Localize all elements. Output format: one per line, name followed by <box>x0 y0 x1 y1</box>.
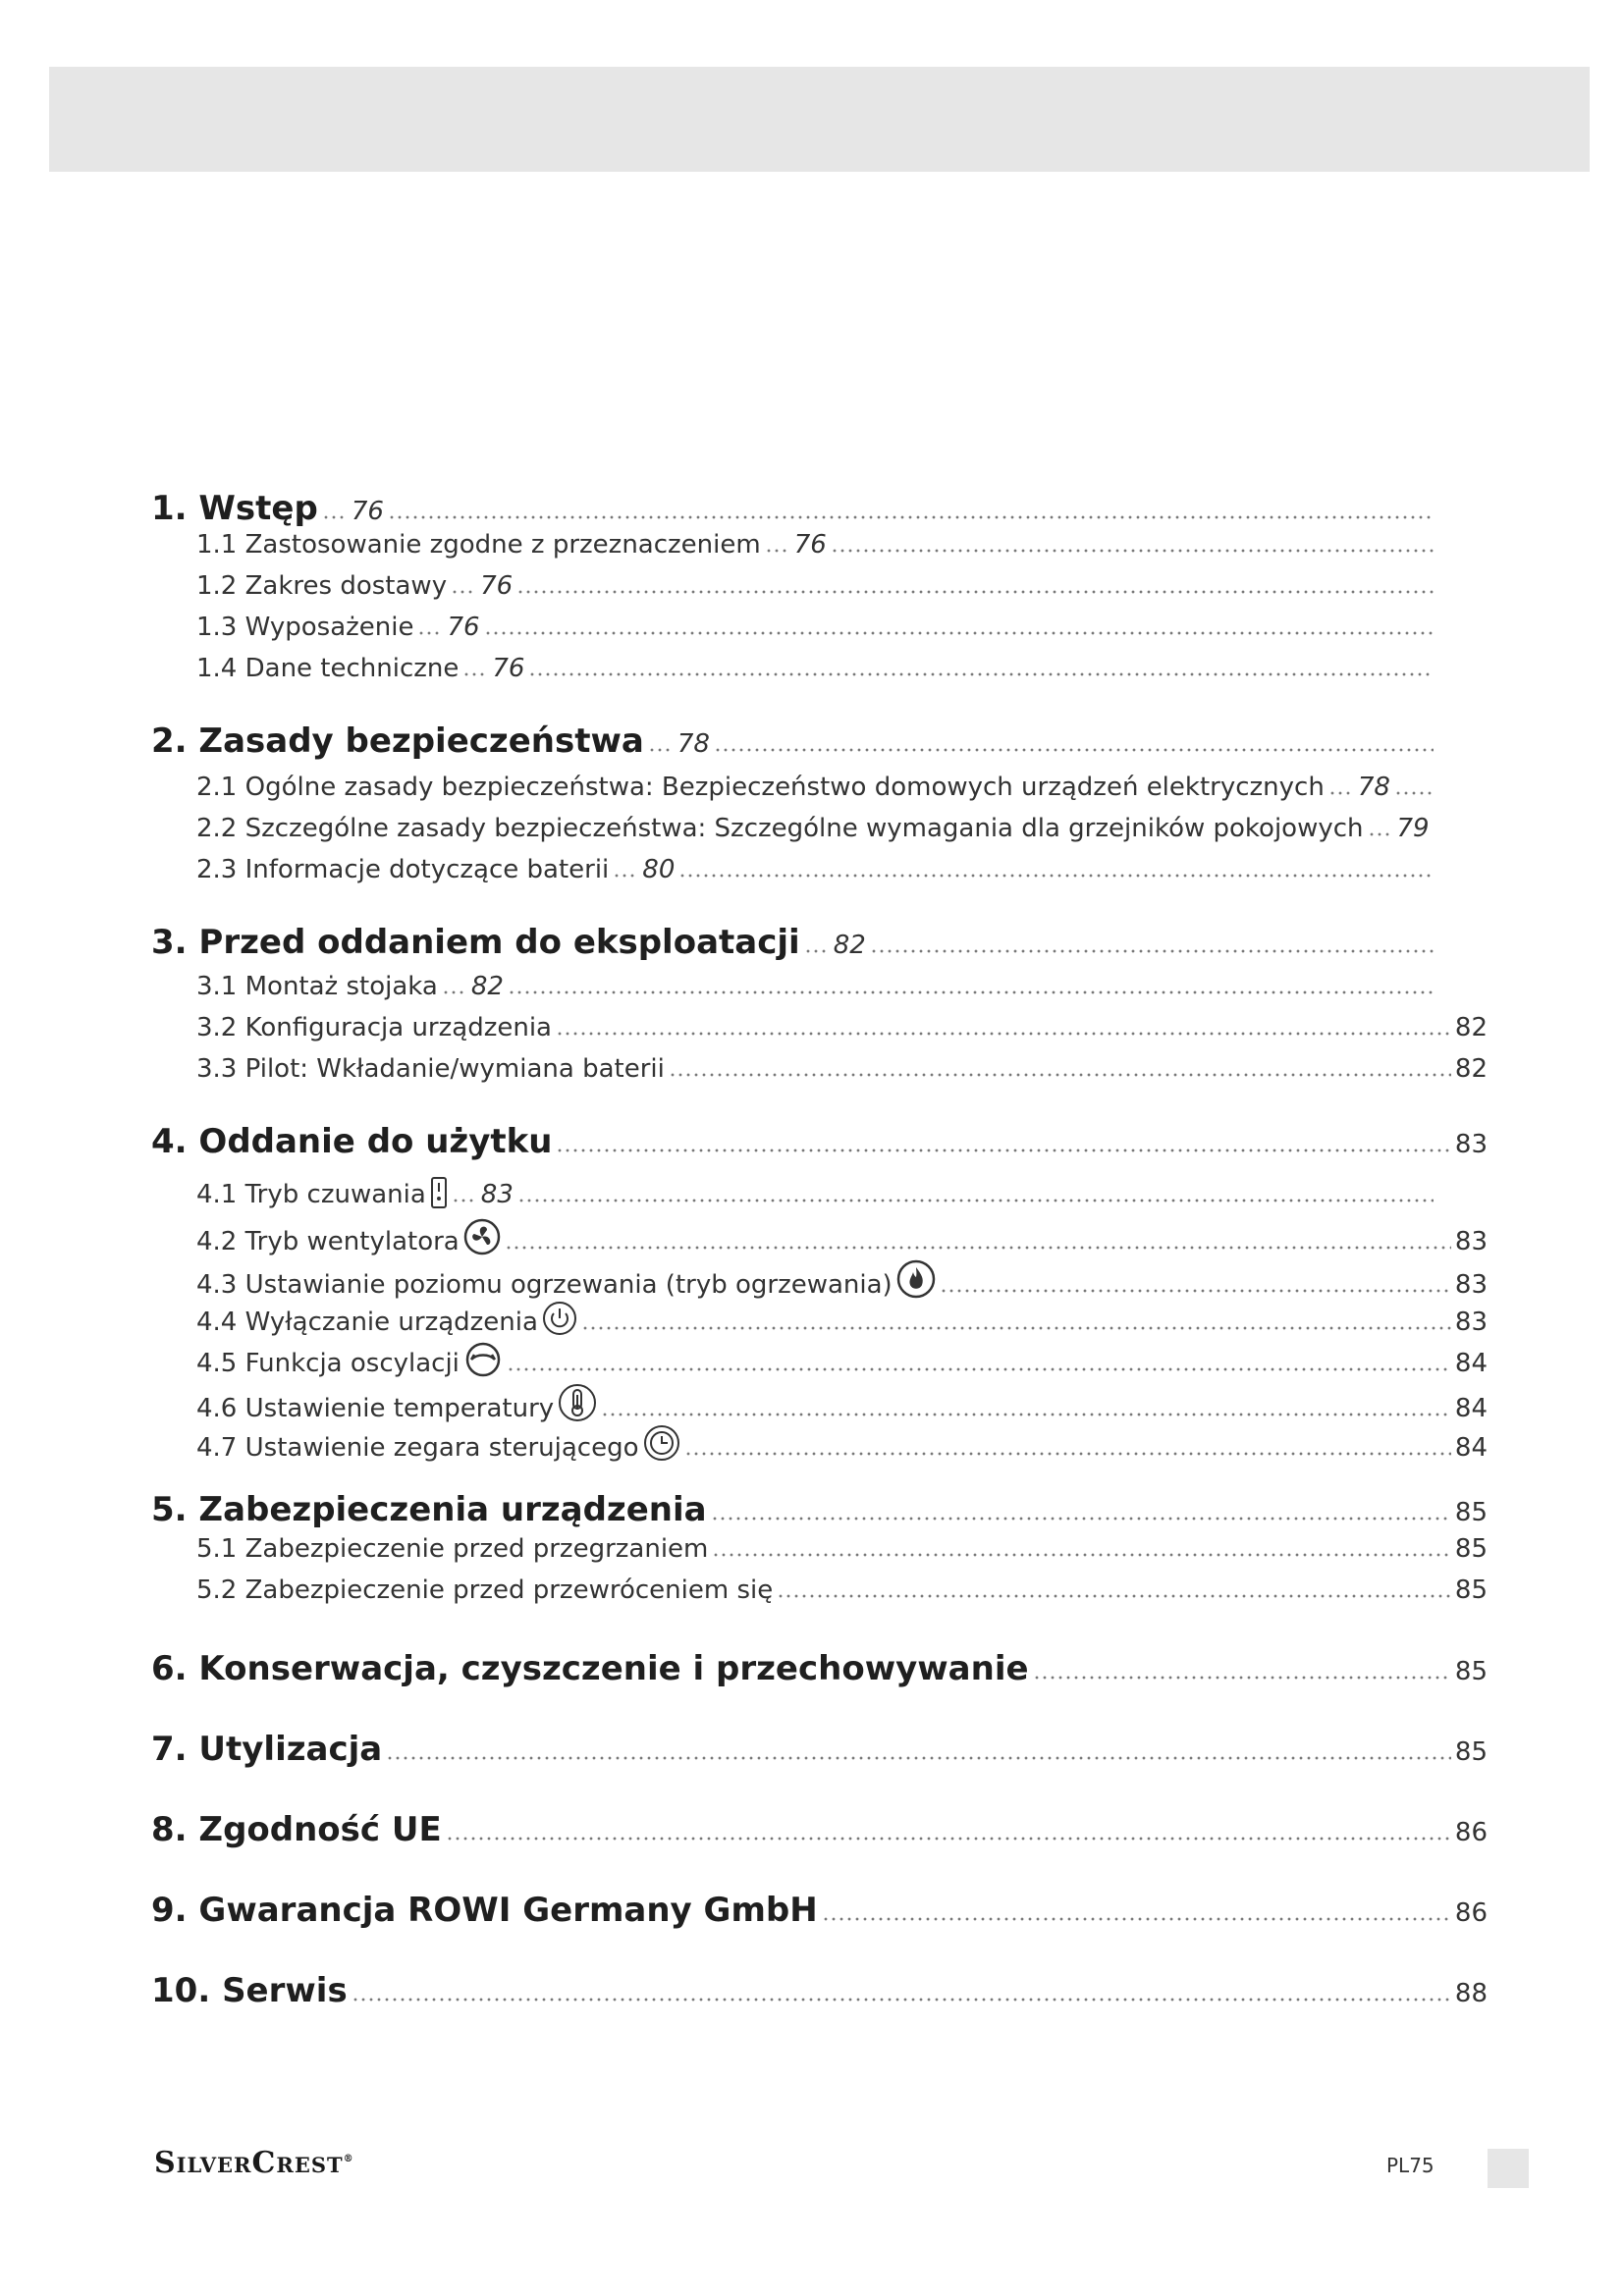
toc-entry-page: 86 <box>1454 1818 1488 1847</box>
toc-entry[interactable] <box>196 1013 1488 1042</box>
toc-entry[interactable] <box>151 923 1437 962</box>
power-icon <box>542 1301 577 1336</box>
toc-entry-label: 4.7 Ustawienie zegara sterującego <box>196 1433 639 1463</box>
toc-entry-page: 85 <box>1454 1498 1488 1527</box>
toc-entry-page: 86 <box>1454 1898 1488 1928</box>
toc-entry-label: 5.1 Zabezpieczenie przed przegrzaniem <box>196 1534 709 1564</box>
fan-icon <box>463 1218 501 1255</box>
toc-entry[interactable] <box>196 814 1437 843</box>
leader-dots <box>940 1289 1451 1293</box>
toc-entry-page: 83 <box>1454 1270 1488 1300</box>
toc-entry-label: 10. Serwis <box>151 1971 348 2010</box>
leader-dots <box>516 590 1434 594</box>
toc-entry-page: 88 <box>1454 1979 1488 2008</box>
leader-dots <box>556 1148 1450 1152</box>
leader-dots <box>446 1837 1451 1841</box>
toc-entry[interactable] <box>151 489 1437 528</box>
leader-dots <box>452 1199 477 1202</box>
toc-entry-page: 76 <box>351 497 384 526</box>
toc-entry[interactable] <box>196 571 1437 601</box>
leader-dots <box>601 1413 1451 1416</box>
flame-icon <box>896 1259 936 1299</box>
toc-entry[interactable] <box>151 1122 1488 1161</box>
toc-entry[interactable] <box>196 1254 1488 1300</box>
standby-icon <box>430 1177 448 1208</box>
toc-entry-page: 79 <box>1396 814 1430 843</box>
toc-entry[interactable] <box>196 972 1437 1001</box>
toc-entry[interactable] <box>151 1810 1488 1849</box>
toc-entry-page: 84 <box>1454 1394 1488 1423</box>
toc-entry[interactable] <box>196 1171 1437 1209</box>
leader-dots <box>505 1246 1451 1250</box>
brand-logo-text: SilverCrest <box>154 2146 344 2180</box>
toc-entry-label: 5.2 Zabezpieczenie przed przewróceniem się <box>196 1575 774 1605</box>
page-number: PL75 <box>1386 2154 1435 2177</box>
leader-dots <box>1033 1676 1451 1680</box>
toc-entry-label: 4.5 Funkcja oscylacji <box>196 1349 460 1378</box>
toc-entry-page: 85 <box>1454 1575 1488 1605</box>
toc-entry-label: 6. Konserwacja, czyszczenie i przechowywanie <box>151 1649 1029 1688</box>
toc-entry-label: 8. Zgodność UE <box>151 1810 442 1849</box>
leader-dots <box>831 549 1434 553</box>
toc-entry-label: 4. Oddanie do użytku <box>151 1122 553 1161</box>
leader-dots <box>352 1998 1451 2002</box>
toc-entry-label: 3. Przed oddaniem do eksploatacji <box>151 923 800 962</box>
leader-dots <box>714 748 1434 752</box>
toc-entry-page: 85 <box>1454 1534 1488 1564</box>
toc-entry-page: 83 <box>1454 1227 1488 1256</box>
leader-dots <box>822 1917 1451 1921</box>
leader-dots <box>1328 791 1354 795</box>
toc-entry-page: 84 <box>1454 1433 1488 1463</box>
toc-entry-page: 76 <box>492 654 525 683</box>
toc-entry-label: 1. Wstęp <box>151 489 318 528</box>
toc-entry-label: 2.3 Informacje dotyczące baterii <box>196 855 610 884</box>
leader-dots <box>451 590 476 594</box>
toc-entry-page: 82 <box>1454 1013 1488 1042</box>
toc-entry-label: 4.4 Wyłączanie urządzenia <box>196 1308 538 1337</box>
toc-entry[interactable] <box>196 1212 1488 1256</box>
toc-entry-page: 85 <box>1454 1657 1488 1686</box>
toc-entry[interactable] <box>151 1971 1488 2010</box>
toc-entry-label: 1.3 Wyposażenie <box>196 613 414 642</box>
toc-entry-page: 78 <box>677 729 710 759</box>
leader-dots <box>613 874 638 878</box>
toc-entry-label: 1.1 Zastosowanie zgodne z przeznaczeniem <box>196 530 761 560</box>
toc-entry-page: 76 <box>447 613 480 642</box>
leader-dots <box>388 515 1434 519</box>
leader-dots <box>712 1553 1451 1557</box>
toc-entry-page: 82 <box>833 931 866 960</box>
toc-entry-label: 2.1 Ogólne zasady bezpieczeństwa: Bezpieczeństwo domowych urządzeń elektrycznych <box>196 773 1325 802</box>
toc-entry[interactable] <box>196 1054 1488 1084</box>
toc-entry[interactable] <box>196 1295 1488 1337</box>
leader-dots <box>484 631 1434 635</box>
toc-entry[interactable] <box>151 1891 1488 1930</box>
leader-dots <box>508 990 1434 994</box>
corner-marker <box>1488 2149 1529 2188</box>
toc-entry[interactable] <box>196 1418 1488 1463</box>
toc-entry-label: 3.1 Montaż stojaka <box>196 972 438 1001</box>
toc-entry-label: 7. Utylizacja <box>151 1730 383 1769</box>
toc-entry-label: 3.3 Pilot: Wkładanie/wymiana baterii <box>196 1054 665 1084</box>
toc-entry[interactable] <box>196 1336 1488 1378</box>
toc-entry[interactable] <box>196 613 1437 642</box>
leader-dots <box>870 949 1434 953</box>
leader-dots <box>669 1073 1451 1077</box>
toc-entry[interactable] <box>196 530 1437 560</box>
toc-entry[interactable] <box>196 1575 1488 1605</box>
leader-dots <box>442 990 467 994</box>
clock-icon <box>643 1424 680 1462</box>
leader-dots <box>711 1517 1451 1521</box>
leader-dots <box>804 949 830 953</box>
leader-dots <box>507 1367 1451 1371</box>
toc-entry-label: 2.2 Szczególne zasady bezpieczeństwa: Szczególne wymagania dla grzejników pokojowych <box>196 814 1364 843</box>
toc-entry-page: 83 <box>1454 1308 1488 1337</box>
leader-dots <box>678 874 1434 878</box>
toc-entry-page: 85 <box>1454 1737 1488 1767</box>
toc-entry-label: 4.6 Ustawienie temperatury <box>196 1394 555 1423</box>
leader-dots <box>1394 791 1434 795</box>
leader-dots <box>684 1452 1451 1456</box>
toc-entry[interactable] <box>196 1377 1488 1423</box>
toc-entry-label: 1.2 Zakres dostawy <box>196 571 448 601</box>
leader-dots <box>556 1032 1451 1036</box>
leader-dots <box>648 748 674 752</box>
toc-entry[interactable] <box>196 654 1437 683</box>
toc-entry-page: 83 <box>480 1180 514 1209</box>
toc-entry-page: 83 <box>1454 1130 1488 1159</box>
toc-entry[interactable] <box>151 721 1437 761</box>
leader-dots <box>777 1594 1451 1598</box>
leader-dots <box>462 672 488 676</box>
leader-dots <box>528 672 1434 676</box>
toc-entry-label: 9. Gwarancja ROWI Germany GmbH <box>151 1891 818 1930</box>
toc-entry-label: 2. Zasady bezpieczeństwa <box>151 721 644 761</box>
toc-entry[interactable] <box>151 1490 1488 1529</box>
toc-entry-page: 82 <box>1454 1054 1488 1084</box>
toc-entry-label: 4.2 Tryb wentylatora <box>196 1227 460 1256</box>
leader-dots <box>581 1326 1451 1330</box>
toc-entry-page: 84 <box>1454 1349 1488 1378</box>
leader-dots <box>322 515 348 519</box>
toc-entry-page: 76 <box>793 530 827 560</box>
toc-entry-label: 3.2 Konfiguracja urządzenia <box>196 1013 552 1042</box>
toc-entry[interactable] <box>196 1534 1488 1564</box>
toc-entry[interactable] <box>151 1649 1488 1688</box>
brand-logo: SilverCrest® <box>154 2146 354 2180</box>
leader-dots <box>765 549 790 553</box>
leader-dots <box>386 1756 1451 1760</box>
toc-entry-label: 1.4 Dane techniczne <box>196 654 460 683</box>
leader-dots <box>417 631 443 635</box>
leader-dots <box>1368 832 1393 836</box>
toc-entry-page: 82 <box>470 972 504 1001</box>
leader-dots <box>517 1199 1434 1202</box>
toc-entry-label: 4.1 Tryb czuwania <box>196 1180 426 1209</box>
toc-entry-page: 80 <box>642 855 676 884</box>
thermometer-icon <box>558 1383 597 1422</box>
toc-entry[interactable] <box>151 1730 1488 1769</box>
toc-entry[interactable] <box>196 855 1437 884</box>
toc-entry-label: 4.3 Ustawianie poziomu ogrzewania (tryb ogrzewania) <box>196 1270 893 1300</box>
toc-entry-label: 5. Zabezpieczenia urządzenia <box>151 1490 707 1529</box>
toc-entry-page: 78 <box>1357 773 1390 802</box>
toc-entry-page: 76 <box>480 571 514 601</box>
oscillation-icon <box>463 1342 503 1377</box>
toc-entry[interactable] <box>196 773 1437 802</box>
